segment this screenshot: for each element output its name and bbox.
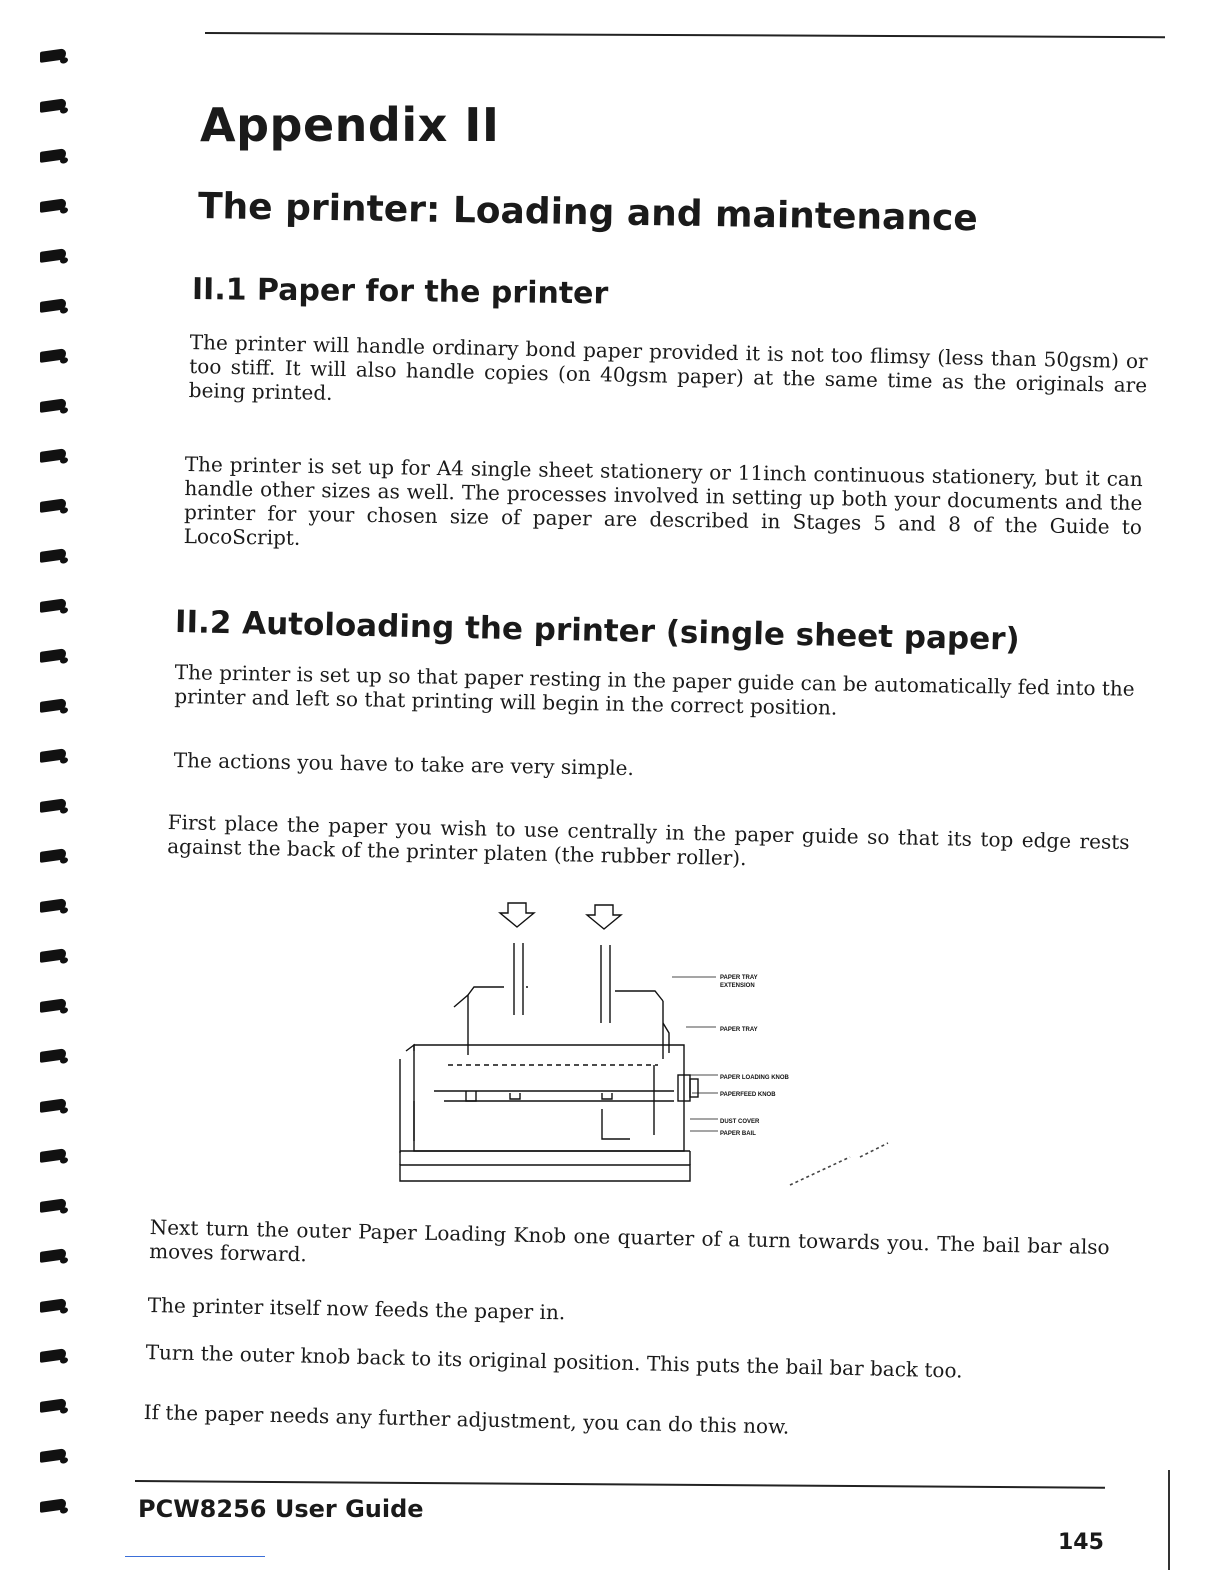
binding-hole	[40, 948, 66, 963]
section-2-paragraph-6: Turn the outer knob back to its original position. This puts the bail bar back too.	[145, 1340, 963, 1383]
down-arrow-right-icon	[587, 905, 621, 929]
section-2-paragraph-4: Next turn the outer Paper Loading Knob one quarter of a turn towards you. The bail bar also moves forward.	[148, 1215, 1110, 1267]
section-2-title: II.2 Autoloading the printer (single sheet paper)	[174, 604, 1021, 658]
binding-hole	[40, 298, 66, 313]
binding-hole	[40, 248, 66, 263]
binding-hole	[40, 1198, 66, 1213]
binding-hole	[40, 98, 66, 113]
label-paper-tray-extension-2: EXTENSION	[720, 983, 755, 989]
binding-holes	[28, 40, 98, 1560]
binding-hole	[40, 398, 66, 413]
binding-hole	[40, 1248, 66, 1263]
page-number: 145	[1058, 1530, 1104, 1555]
chapter-title: The printer: Loading and maintenance	[197, 186, 979, 240]
bottom-blue-rule	[125, 1556, 265, 1557]
binding-hole	[40, 498, 66, 513]
binding-hole	[40, 1498, 66, 1513]
binding-hole	[40, 148, 66, 163]
binding-hole	[40, 598, 66, 613]
label-dust-cover: DUST COVER	[720, 1119, 760, 1125]
binding-hole	[40, 198, 66, 213]
binding-hole	[40, 348, 66, 363]
binding-hole	[40, 1148, 66, 1163]
appendix-heading: Appendix II	[200, 98, 500, 152]
section-2-paragraph-3: First place the paper you wish to use centrally in the paper guide so that its top edge rests against the back of the printer platen (the rubber roller).	[166, 810, 1130, 871]
binding-hole	[40, 898, 66, 913]
binding-hole	[40, 648, 66, 663]
binding-hole	[40, 48, 66, 63]
section-2-paragraph-1: The printer is set up so that paper resting in the paper guide can be automatically fed into the printer and left so that printing will begin in the correct position.	[174, 660, 1135, 720]
printer-diagram-svg	[390, 895, 920, 1205]
binding-hole	[40, 1098, 66, 1113]
right-margin-bar	[1168, 1470, 1170, 1570]
label-paper-bail: PAPER BAIL	[720, 1131, 756, 1137]
footer-guide-title: PCW8256 User Guide	[138, 1495, 424, 1523]
binding-hole	[40, 1398, 66, 1413]
binding-hole	[40, 848, 66, 863]
label-paperfeed-knob: PAPERFEED KNOB	[720, 1092, 776, 1098]
binding-hole	[40, 798, 66, 813]
label-paper-loading-knob: PAPER LOADING KNOB	[720, 1075, 789, 1081]
binding-hole	[40, 548, 66, 563]
section-1-paragraph-2: The printer is set up for A4 single sheet stationery or 11inch continuous stationery, but it can handle other sizes as well. The processes involved in setting up both your documents and the printer for your chosen size of paper are described in Stages 5 and 8 of the Guide to LocoScript.	[183, 452, 1143, 550]
binding-hole	[40, 1348, 66, 1363]
top-rule	[205, 32, 1165, 38]
label-paper-tray-extension-1: PAPER TRAY	[720, 975, 758, 981]
section-2-paragraph-5: The printer itself now feeds the paper in.	[147, 1293, 566, 1325]
binding-hole	[40, 748, 66, 763]
binding-hole	[40, 1298, 66, 1313]
binding-hole	[40, 1048, 66, 1063]
binding-hole	[40, 998, 66, 1013]
bottom-rule	[135, 1480, 1105, 1489]
binding-hole	[40, 448, 66, 463]
down-arrow-left-icon	[500, 903, 534, 927]
binding-hole	[40, 1448, 66, 1463]
binding-hole	[40, 698, 66, 713]
section-2-paragraph-7: If the paper needs any further adjustment, you can do this now.	[143, 1400, 790, 1439]
label-paper-tray: PAPER TRAY	[720, 1027, 758, 1033]
printer-diagram	[390, 895, 920, 1205]
section-1-paragraph-1: The printer will handle ordinary bond paper provided it is not too flimsy (less than 50gsm) or too stiff. It will also handle copies (on 40gsm paper) at the same time as the originals are being printed.	[188, 330, 1148, 405]
section-2-paragraph-2: The actions you have to take are very simple.	[173, 748, 635, 781]
section-1-title: II.1 Paper for the printer	[191, 272, 609, 312]
